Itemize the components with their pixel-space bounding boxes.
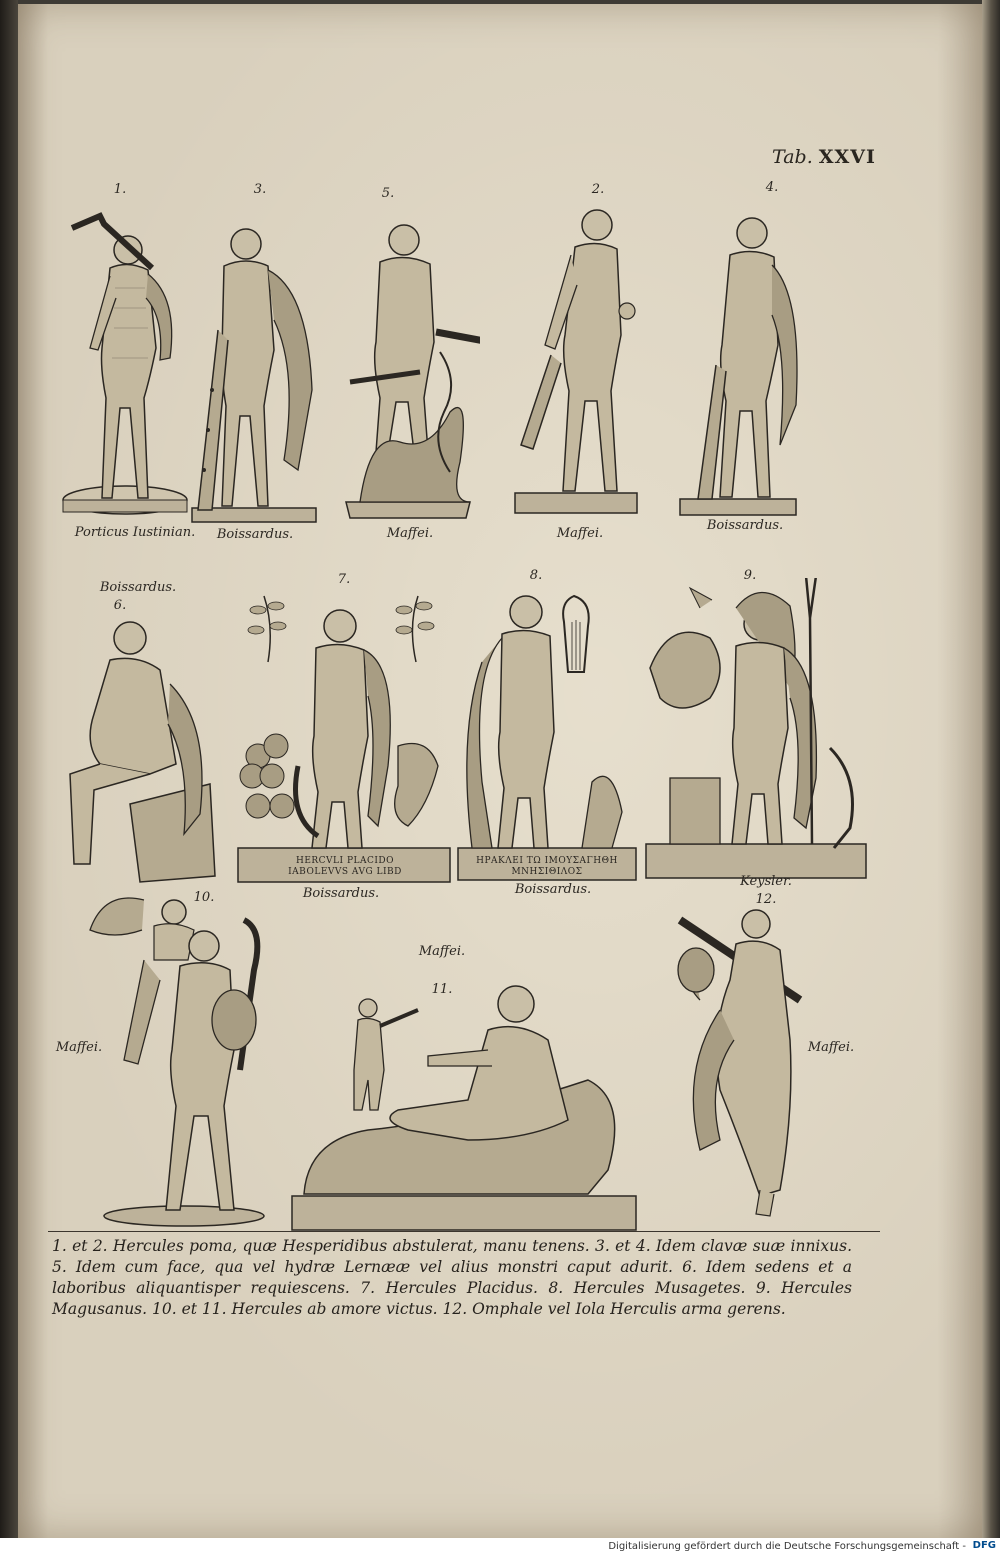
statue-figure-4 <box>676 205 806 523</box>
inscription-figure-7 <box>240 856 450 878</box>
inscription-figure-8-line-2: ΜΝΗΣΙΘΙΛΟΣ <box>511 867 583 877</box>
statue-figure-1 <box>60 208 190 520</box>
figure-number-7: 7. <box>337 572 351 587</box>
figure-number-2: 2. <box>591 182 605 197</box>
statue-figure-2 <box>505 195 645 521</box>
statue-figure-10 <box>84 890 284 1232</box>
caption-figure-7: Boissardus. <box>302 886 380 901</box>
inscription-figure-8 <box>460 856 634 878</box>
statue-figure-11 <box>288 970 640 1232</box>
figure-number-9: 9. <box>743 568 757 583</box>
figure-number-8: 8. <box>529 568 543 583</box>
figure-number-11: 11. <box>431 982 453 997</box>
figure-number-3: 3. <box>253 182 267 197</box>
plate-label-number: XXVI <box>818 146 876 168</box>
figure-number-10: 10. <box>193 890 215 905</box>
statue-figure-12 <box>660 890 820 1224</box>
figure-number-4: 4. <box>765 180 779 195</box>
legend-divider-rule <box>48 1231 880 1232</box>
caption-figure-2: Maffei. <box>556 526 604 541</box>
plate-label <box>772 146 882 168</box>
figure-number-6: 6. <box>113 598 127 613</box>
dfg-logo: DFG <box>972 1540 996 1551</box>
caption-figure-11: Maffei. <box>418 944 466 959</box>
inscription-figure-8-line-1: ΗΡΑΚΛΕΙ ΤΩ ΙΜΟΥΣΑΓΗΘΗ <box>476 856 618 866</box>
footer-funding-text: Digitalisierung gefördert durch die Deutsche Forschungsgemeinschaft - <box>608 1541 966 1552</box>
caption-figure-5: Maffei. <box>386 526 434 541</box>
statue-figure-6 <box>60 614 220 886</box>
plate-label-prefix: Tab. <box>772 146 813 168</box>
figure-number-12: 12. <box>755 892 777 907</box>
caption-figure-1: Porticus Iustinian. <box>74 525 196 540</box>
inscription-figure-7-line-1: HERCVLI PLACIDO <box>295 856 395 866</box>
caption-figure-10: Maffei. <box>55 1040 103 1055</box>
figure-number-1: 1. <box>113 182 127 197</box>
page-edge <box>982 0 1000 1556</box>
plate-legend-text: 1. et 2. Hercules poma, quæ Hesperidibus abstulerat, manu tenens. 3. et 4. Idem clavæ suæ innixus. 5. Idem cum face, qua vel hydræ Lernææ vel alius monstri caput adurit. 6. Idem sedens et a laboribus aliquantisper requiescens. 7. Hercules Placidus. 8. Hercules Musagetes. 9. Hercules Magusanus. 10. et 11. Hercules ab amore victus. 12. Omphale vel Iola Herculis arma gerens. <box>52 1237 852 1318</box>
statue-figure-9 <box>640 578 872 882</box>
caption-figure-8: Boissardus. <box>514 882 592 897</box>
statue-figure-8 <box>452 582 642 884</box>
caption-figure-12: Maffei. <box>807 1040 855 1055</box>
figure-number-5: 5. <box>381 186 395 201</box>
statue-figure-7 <box>228 586 458 886</box>
statue-figure-3 <box>188 210 320 526</box>
caption-figure-4: Boissardus. <box>706 518 784 533</box>
caption-figure-9: Keysler. <box>740 874 792 889</box>
inscription-figure-7-line-2: IABOLEVVS AVG LIBD <box>288 867 402 877</box>
statue-figure-5 <box>340 212 480 524</box>
caption-figure-3: Boissardus. <box>216 527 294 542</box>
caption-figure-6: Boissardus. <box>99 580 177 595</box>
book-spine <box>0 0 18 1556</box>
